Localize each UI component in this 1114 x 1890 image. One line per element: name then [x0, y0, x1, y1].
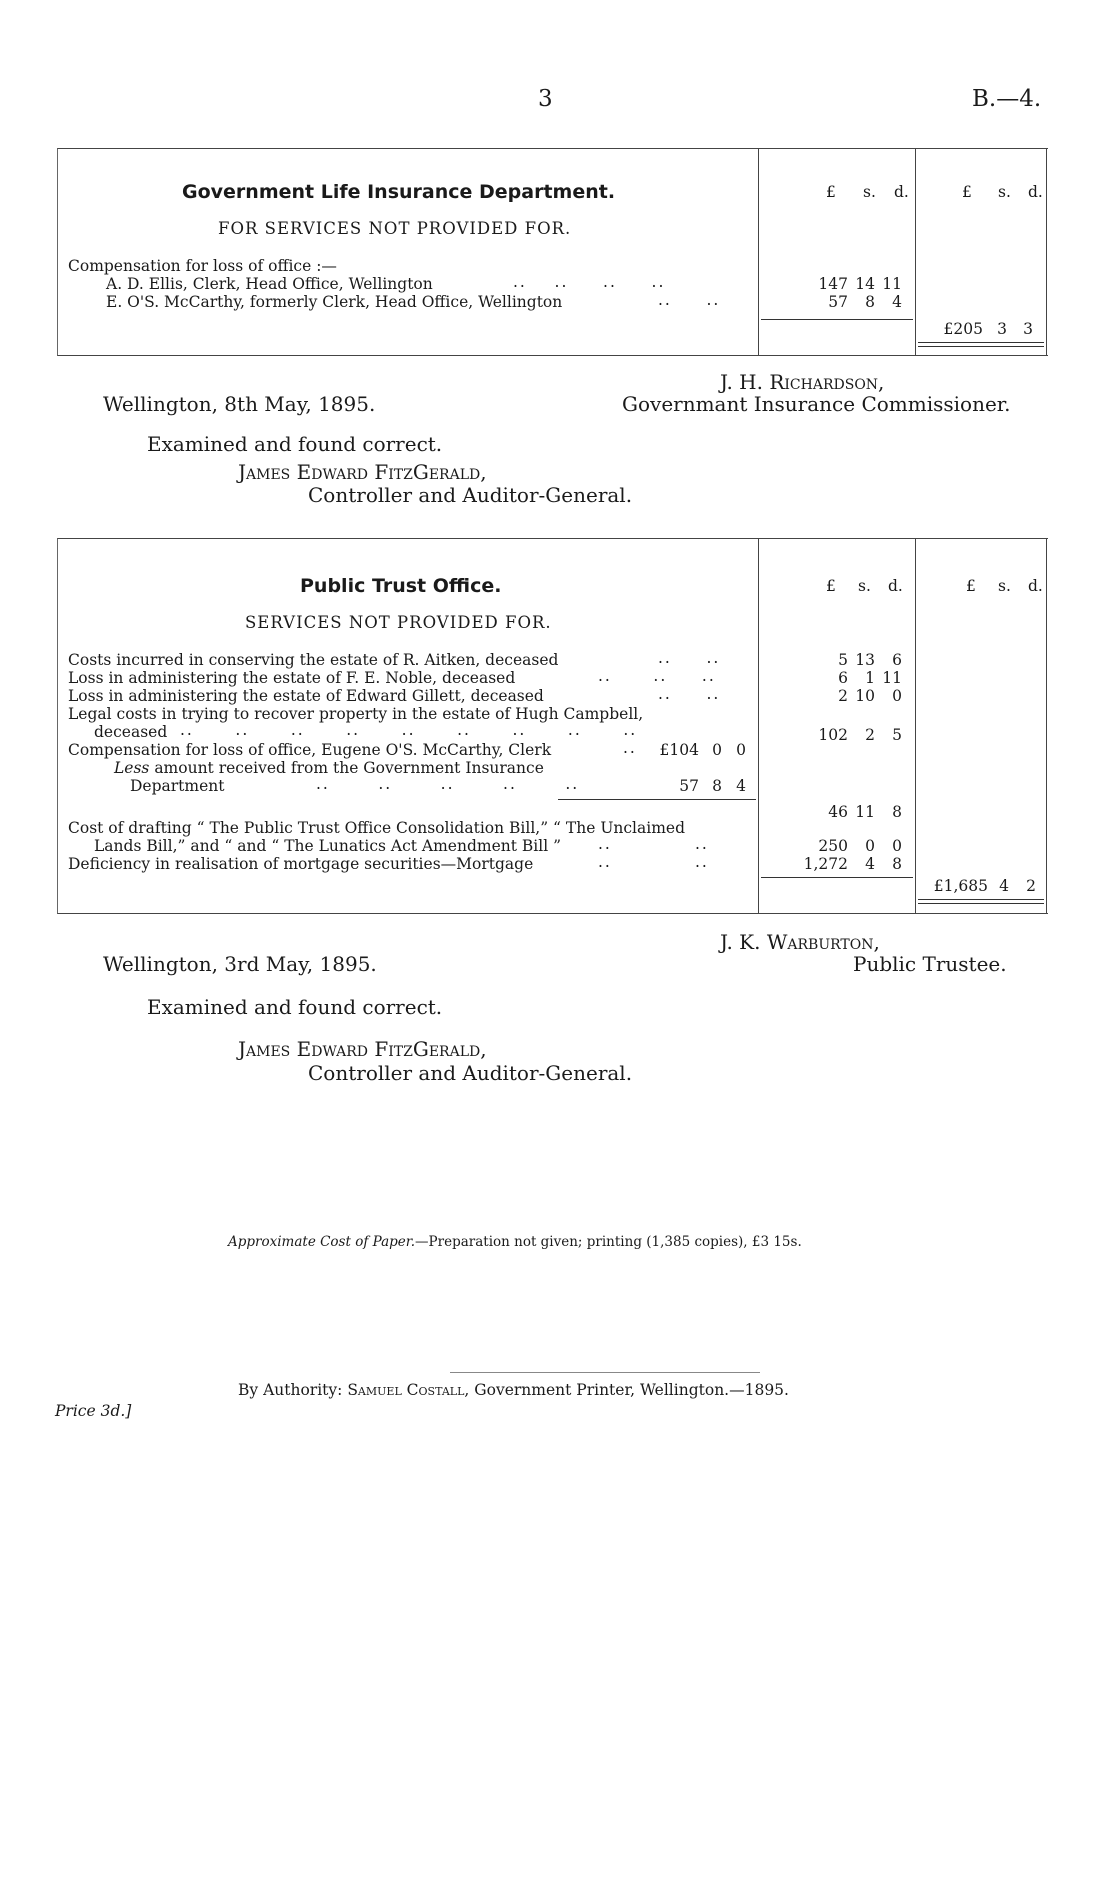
inner-shillings: 8 [712, 777, 722, 795]
trust-row-pounds: 6 [838, 669, 848, 687]
trust-place-date: Wellington, 3rd May, 1895. [103, 952, 377, 976]
trust-row-pounds: 5 [838, 651, 848, 669]
less-text: amount received from the Government Insurance [154, 759, 544, 777]
trust-row-shillings: 13 [855, 651, 875, 669]
trust-row-label: Loss in administering the estate of Edward Gillett, deceased [68, 687, 544, 705]
column-divider [1046, 539, 1047, 913]
life-row-pounds: 147 [818, 275, 848, 293]
leader-dots: .. .. .. .. .. .. .. .. .. [180, 721, 638, 739]
col-pence-header: d. [1028, 577, 1043, 595]
cost-label: Approximate Cost of Paper. [228, 1234, 416, 1250]
trust-row-pence: 0 [892, 687, 902, 705]
life-examined: Examined and found correct. [147, 432, 443, 456]
life-row-shillings: 14 [855, 275, 875, 293]
trust-row-label-cont: deceased [94, 723, 168, 741]
life-signer-name: J. H. Richardson, [720, 370, 885, 394]
life-signer-title: Governmant Insurance Commissioner. [622, 392, 1011, 416]
life-intro: Compensation for loss of office :— [68, 257, 337, 275]
trust-auditor-title: Controller and Auditor-General. [308, 1061, 633, 1085]
trust-total-pence: 2 [1026, 877, 1036, 895]
col-pence-header: d. [1028, 183, 1043, 201]
inner-pence: 4 [736, 777, 746, 795]
trust-table-title: Public Trust Office. [300, 575, 502, 597]
trust-row-label: Loss in administering the estate of F. E. Noble, deceased [68, 669, 516, 687]
life-place-date: Wellington, 8th May, 1895. [103, 392, 376, 416]
life-row-label: A. D. Ellis, Clerk, Head Office, Wellington [106, 275, 433, 293]
trust-row-pounds: 102 [818, 726, 848, 744]
trust-row-pence: 5 [892, 726, 902, 744]
trust-signer-name: J. K. Warburton, [720, 930, 880, 954]
life-table-title: Government Life Insurance Department. [182, 181, 616, 203]
authority-prefix: By Authority: [238, 1381, 343, 1399]
column-divider [758, 539, 759, 913]
trust-row-label: Deficiency in realisation of mortgage securities—Mortgage [68, 855, 534, 873]
printer-name: Samuel Costall [347, 1381, 465, 1399]
life-total-pence: 3 [1023, 320, 1033, 338]
total-double-rule [918, 342, 1044, 347]
trust-auditor-name: James Edward FitzGerald, [238, 1037, 487, 1061]
trust-row-pence: 0 [892, 837, 902, 855]
col-pounds-header: £ [962, 183, 972, 201]
trust-row-shillings: 1 [865, 669, 875, 687]
trust-row-label-cont: Department [130, 777, 225, 795]
column-divider [915, 149, 916, 355]
trust-row-pounds: 2 [838, 687, 848, 705]
trust-row-pence: 8 [892, 855, 902, 873]
trust-row-shillings: 2 [865, 726, 875, 744]
inner-pounds: 57 [679, 777, 699, 795]
trust-row-label: Legal costs in trying to recover property in the estate of Hugh Campbell, [68, 705, 644, 723]
col-shillings-header: s. [998, 577, 1011, 595]
public-trust-table [57, 538, 1048, 914]
trust-row-pence: 11 [882, 669, 902, 687]
sum-rule [761, 319, 913, 320]
price-note: Price 3d.] [55, 1402, 132, 1420]
page-number: 3 [538, 86, 553, 112]
life-table-subtitle: FOR SERVICES NOT PROVIDED FOR. [218, 219, 572, 238]
sub-rule [558, 799, 756, 800]
col-pounds-header: £ [966, 577, 976, 595]
trust-total-pounds: £1,685 [933, 877, 988, 895]
leader-dots: .. .. [658, 685, 721, 703]
leader-dots: .. .. .. .. [513, 273, 666, 291]
col-pounds-header: £ [826, 183, 836, 201]
life-row-shillings: 8 [865, 293, 875, 311]
column-divider [915, 539, 916, 913]
column-divider [1046, 149, 1047, 355]
authority-suffix: , Government Printer, Wellington.—1895. [464, 1381, 789, 1399]
trust-row-label: Costs incurred in conserving the estate of R. Aitken, deceased [68, 651, 559, 669]
trust-row-pence: 8 [892, 803, 902, 821]
inner-pence: 0 [736, 741, 746, 759]
document-reference: B.—4. [972, 86, 1042, 112]
trust-row-label: Cost of drafting “ The Public Trust Office Consolidation Bill,” “ The Unclaimed [68, 819, 686, 837]
life-row-pence: 11 [882, 275, 902, 293]
leader-dots: .. .. [598, 835, 709, 853]
trust-table-subtitle: SERVICES NOT PROVIDED FOR. [245, 613, 552, 632]
sum-rule [761, 877, 913, 878]
life-total-pounds: £205 [943, 320, 983, 338]
life-insurance-table [57, 148, 1048, 356]
cost-of-paper-note [228, 1234, 802, 1250]
inner-pounds: £104 [659, 741, 699, 759]
trust-row-shillings: 11 [855, 803, 875, 821]
col-pence-header: d. [888, 577, 903, 595]
life-auditor-name: James Edward FitzGerald, [238, 460, 487, 484]
cost-text: —Preparation not given; printing (1,385 copies), £3 15s. [415, 1234, 802, 1250]
life-row-label: E. O'S. McCarthy, formerly Clerk, Head Office, Wellington [106, 293, 563, 311]
col-shillings-header: s. [863, 183, 876, 201]
printer-authority [238, 1381, 789, 1399]
trust-total-shillings: 4 [999, 877, 1009, 895]
inner-shillings: 0 [712, 741, 722, 759]
column-divider [758, 149, 759, 355]
leader-dots: .. .. [598, 853, 709, 871]
trust-examined: Examined and found correct. [147, 995, 443, 1019]
footer-rule [450, 1372, 760, 1373]
less-label: Less [114, 759, 150, 777]
trust-row-pence: 6 [892, 651, 902, 669]
trust-signer-title: Public Trustee. [853, 952, 1007, 976]
life-auditor-title: Controller and Auditor-General. [308, 483, 633, 507]
life-row-pounds: 57 [828, 293, 848, 311]
leader-dots: .. .. .. .. .. [316, 775, 580, 793]
col-shillings-header: s. [858, 577, 871, 595]
total-double-rule [918, 899, 1044, 904]
trust-row-label: Compensation for loss of office, Eugene O'S. McCarthy, Clerk [68, 741, 552, 759]
col-shillings-header: s. [998, 183, 1011, 201]
trust-row-pounds: 46 [828, 803, 848, 821]
leader-dots: .. .. .. [598, 667, 716, 685]
trust-row-pounds: 1,272 [803, 855, 848, 873]
trust-row-label-cont: Lands Bill,” and “ and “ The Lunatics Act Amendment Bill ” [94, 837, 561, 855]
trust-row-shillings: 4 [865, 855, 875, 873]
trust-row-pounds: 250 [818, 837, 848, 855]
leader-dots: .. .. [658, 291, 721, 309]
life-row-pence: 4 [892, 293, 902, 311]
leader-dots: .. .. [658, 649, 721, 667]
trust-row-shillings: 10 [855, 687, 875, 705]
col-pounds-header: £ [826, 577, 836, 595]
life-total-shillings: 3 [997, 320, 1007, 338]
col-pence-header: d. [894, 183, 909, 201]
trust-row-shillings: 0 [865, 837, 875, 855]
leader-dots: .. [623, 739, 637, 757]
